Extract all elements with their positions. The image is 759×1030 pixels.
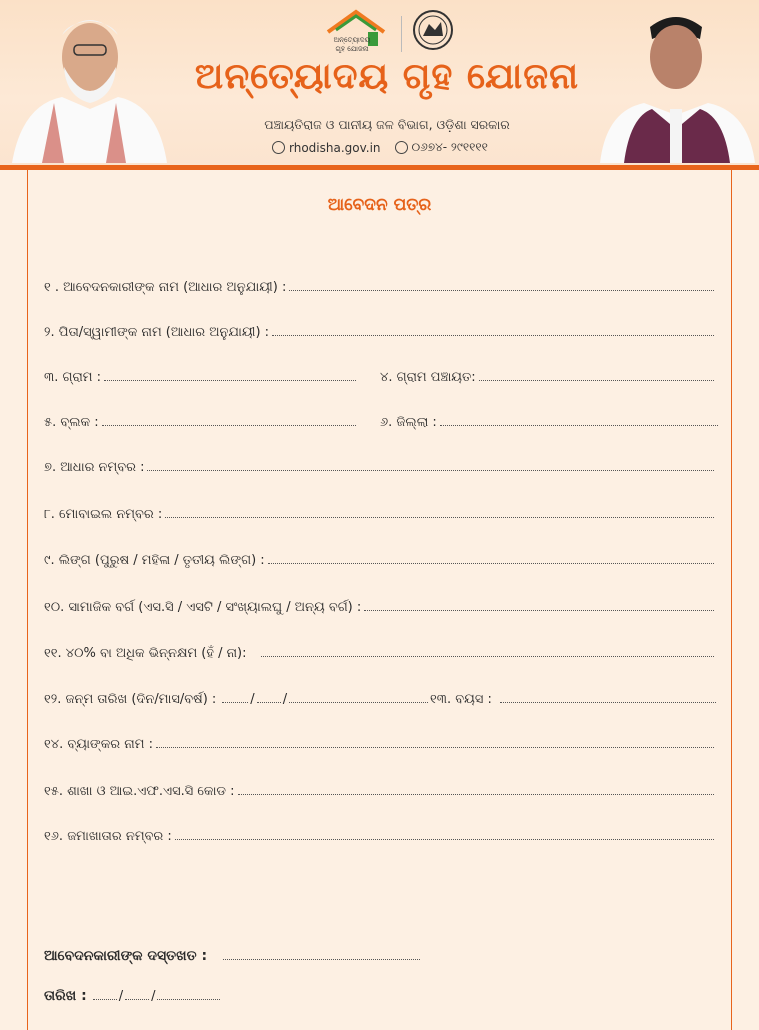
signature-input[interactable] <box>223 958 420 960</box>
field-village <box>44 365 356 385</box>
dob-year-input[interactable] <box>289 701 428 703</box>
bank-name-input[interactable] <box>156 746 714 748</box>
logo-separator <box>401 16 402 52</box>
phone-icon <box>395 141 408 154</box>
field-label: ୫. ବ୍ଲକ : <box>44 415 99 430</box>
date-day-input[interactable] <box>93 998 117 1000</box>
page-title: ଅନ୍ତ୍ୟୋଦୟ ଗୃହ ଯୋଜନା <box>194 56 580 97</box>
field-label: ୧୩. ବୟସ : <box>430 692 492 707</box>
disability-input[interactable] <box>261 655 714 657</box>
left-portrait <box>2 5 167 163</box>
dob-month-input[interactable] <box>257 701 281 703</box>
field-label: ୮. ମୋବାଇଲ ନମ୍ବର : <box>44 507 163 522</box>
field-label: ୬. ଜିଲ୍ଲା : <box>380 415 437 430</box>
father-husband-name-input[interactable] <box>272 334 714 336</box>
field-gender <box>44 548 714 568</box>
field-label: ୧୪. ବ୍ୟାଙ୍କର ନାମ : <box>44 737 153 752</box>
svg-text:ଅନ୍ତ୍ୟୋଦୟ: ଅନ୍ତ୍ୟୋଦୟ <box>333 36 371 44</box>
svg-text:ଗୃହ ଯୋଜନା: ଗୃହ ଯୋଜନା <box>335 45 369 53</box>
field-date: ତାରିଖ : / / <box>44 984 220 1004</box>
page-header <box>0 0 759 165</box>
date-label: ତାରିଖ : <box>44 988 87 1004</box>
field-label: ୨. ପିତା/ସ୍ୱାମୀଙ୍କ ନାମ (ଆଧାର ଅନୁଯାୟୀ) : <box>44 325 270 340</box>
gram-panchayat-input[interactable] <box>479 379 714 381</box>
scheme-logo <box>322 8 390 56</box>
department-name: ପଞ୍ଚାୟତିରାଜ ଓ ପାନୀୟ ଜଳ ବିଭାଗ, ଓଡ଼ିଶା ସରକାର <box>264 117 510 132</box>
field-social-category <box>44 595 714 615</box>
social-category-input[interactable] <box>364 609 714 611</box>
field-label: ୩. ଗ୍ରାମ : <box>44 370 102 385</box>
field-label: ୧୫. ଶାଖା ଓ ଆଇ.ଏଫ.ଏସ.ସି କୋଡ : <box>44 784 235 799</box>
gender-input[interactable] <box>268 562 714 564</box>
contact-info <box>272 140 488 155</box>
field-label: ୧୦. ସାମାଜିକ ବର୍ଗ (ଏସ.ସି / ଏସଟି / ସଂଖ୍ୟାଲଘୁ / ଅନ୍ୟ ବର୍ଗ) : <box>44 600 362 615</box>
field-disability <box>44 641 714 661</box>
field-bank-name <box>44 732 714 752</box>
dob-day-input[interactable] <box>222 701 248 703</box>
signature-label: ଆବେଦନକାରୀଙ୍କ ଦସ୍ତଖତ : <box>44 948 208 964</box>
village-input[interactable] <box>104 379 356 381</box>
field-label: ୧୧. ୪୦% ବା ଅଧିକ ଭିନ୍ନକ୍ଷମ (ହଁ / ନା): <box>44 646 247 661</box>
phone-number: ୦୬୭୪- ୨୯୧୧୧୧ <box>411 140 488 154</box>
field-label: ୪. ଗ୍ରାମ ପଞ୍ଚାୟତ: <box>380 370 476 385</box>
website-link[interactable]: rhodisha.gov.in <box>289 140 381 155</box>
field-gram-panchayat <box>380 365 714 385</box>
aadhaar-number-input[interactable] <box>147 469 714 471</box>
applicant-name-input[interactable] <box>289 289 714 291</box>
field-mobile-number <box>44 502 714 522</box>
globe-icon <box>272 141 285 154</box>
field-label: ୧୨. ଜନ୍ମ ତାରିଖ (ଦିନ/ମାସ/ବର୍ଷ) : <box>44 692 217 707</box>
form-title: ଆବେଦନ ପତ୍ର <box>327 195 432 215</box>
mobile-number-input[interactable] <box>165 516 714 518</box>
field-label: ୭. ଆଧାର ନମ୍ବର : <box>44 460 145 475</box>
field-applicant-name <box>44 275 714 295</box>
field-signature <box>44 944 420 964</box>
branch-ifsc-input[interactable] <box>238 793 714 795</box>
odisha-emblem-icon <box>411 8 455 54</box>
block-input[interactable] <box>102 424 356 426</box>
field-age <box>430 687 716 707</box>
field-block <box>44 410 356 430</box>
field-label: ୧୬. ଜମାଖାତାର ନମ୍ବର : <box>44 829 172 844</box>
right-portrait <box>600 5 755 163</box>
age-input[interactable] <box>500 701 716 703</box>
field-father-husband-name <box>44 320 714 340</box>
field-label: ୧ . ଆବେଦନକାରୀଙ୍କ ନାମ (ଆଧାର ଅନୁଯାୟୀ) : <box>44 280 287 295</box>
date-year-input[interactable] <box>157 998 220 1000</box>
field-date-of-birth: ୧୨. ଜନ୍ମ ତାରିଖ (ଦିନ/ମାସ/ବର୍ଷ) : / / <box>44 687 428 707</box>
field-district <box>380 410 718 430</box>
field-branch-ifsc <box>44 779 714 799</box>
account-number-input[interactable] <box>175 838 714 840</box>
date-month-input[interactable] <box>125 998 149 1000</box>
field-account-number <box>44 824 714 844</box>
district-input[interactable] <box>440 424 718 426</box>
field-aadhaar-number <box>44 455 714 475</box>
field-label: ୯. ଲିଙ୍ଗ (ପୁରୁଷ / ମହିଳା / ତୃତୀୟ ଲିଙ୍ଗ) : <box>44 553 265 568</box>
